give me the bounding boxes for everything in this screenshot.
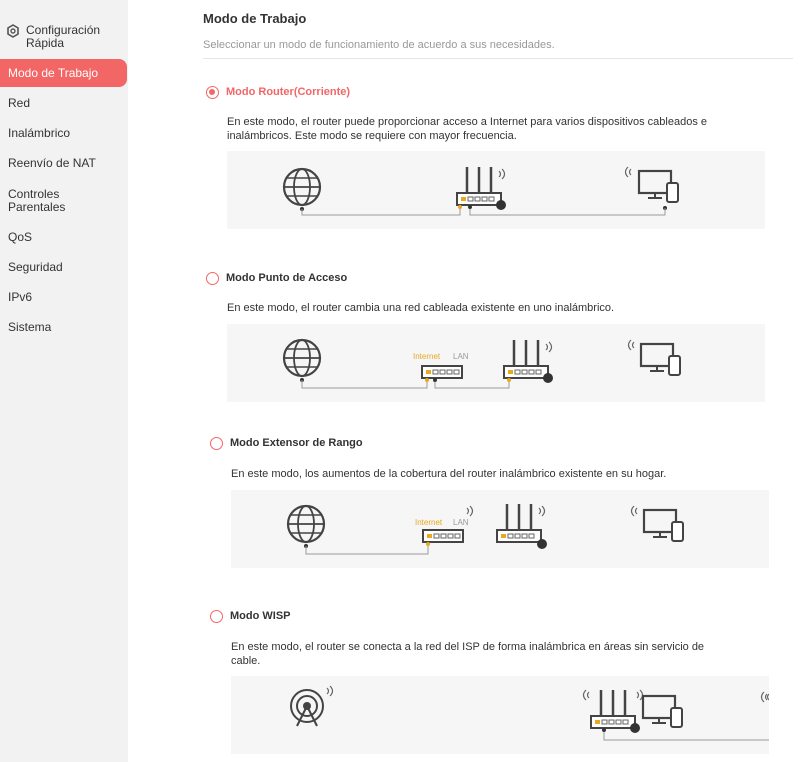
mode-label-wisp: Modo WISP <box>230 610 291 622</box>
sidebar-item-ipv6[interactable] <box>0 291 128 304</box>
switch-icon <box>422 366 462 378</box>
sidebar-item-label: Sistema <box>8 320 52 334</box>
monitor-phone-icon <box>643 692 769 727</box>
sidebar-item-label: Controles Parentales <box>8 187 66 214</box>
diagram-router-mode <box>227 151 765 229</box>
mode-description-wisp: En este modo, el router se conecta a la red del ISP de forma inalámbrica en áreas sin servicio de cable. <box>231 641 705 667</box>
divider <box>203 58 793 59</box>
radio-wisp-mode[interactable] <box>210 610 223 623</box>
page-subtitle: Seleccionar un modo de funcionamiento de acuerdo a sus necesidades. <box>203 39 555 51</box>
globe-icon <box>288 506 324 548</box>
diagram-range-extender-mode <box>231 490 769 568</box>
main-content <box>128 0 800 762</box>
sidebar-item-work-mode[interactable] <box>0 59 127 87</box>
sidebar-item-wireless[interactable] <box>0 127 128 140</box>
router-icon <box>457 167 506 210</box>
sidebar <box>0 0 128 762</box>
monitor-phone-icon <box>626 167 679 210</box>
mode-description-range-extender: En este modo, los aumentos de la cobertura del router inalámbrico existente en su hogar. <box>231 468 667 480</box>
sidebar-item-system[interactable] <box>0 321 128 334</box>
sidebar-item-quick-setup[interactable] <box>0 24 128 50</box>
sidebar-item-label: Inalámbrico <box>8 126 71 140</box>
internet-port-tag: Internet <box>413 352 441 361</box>
monitor-phone-icon <box>632 506 684 541</box>
tower-icon <box>291 686 333 726</box>
mode-description-router: En este modo, el router puede proporcionar acceso a Internet para varios dispositivos cableados e inalámbricos. Este modo se requiere con mayor frecuencia. <box>227 116 708 142</box>
globe-icon <box>284 340 320 382</box>
router-icon <box>584 690 643 733</box>
monitor-phone-icon <box>629 340 681 375</box>
lan-port-tag: LAN <box>453 352 469 361</box>
radio-access-point-mode[interactable] <box>206 272 219 285</box>
sidebar-item-label: Red <box>8 96 31 110</box>
sidebar-item-security[interactable] <box>0 261 128 274</box>
sidebar-item-qos[interactable] <box>0 231 128 244</box>
gear-icon <box>6 24 20 38</box>
sidebar-item-parental-controls[interactable] <box>0 188 128 214</box>
radio-router-mode[interactable] <box>206 86 219 99</box>
diagram-access-point-mode <box>227 324 765 402</box>
diagram-wisp-mode <box>231 676 769 754</box>
sidebar-item-label: IPv6 <box>8 290 33 304</box>
mode-label-access-point: Modo Punto de Acceso <box>226 272 348 284</box>
sidebar-item-label: Seguridad <box>8 260 63 274</box>
lan-port-tag: LAN <box>453 518 469 527</box>
radio-range-extender-mode[interactable] <box>210 437 223 450</box>
sidebar-item-label: Modo de Trabajo <box>8 66 99 80</box>
sidebar-item-label: QoS <box>8 230 33 244</box>
sidebar-item-label: Reenvío de NAT <box>8 156 96 170</box>
globe-icon <box>284 169 320 211</box>
router-icon <box>504 340 553 383</box>
sidebar-item-label: Configuración Rápida <box>26 23 101 50</box>
page-title: Modo de Trabajo <box>203 11 307 26</box>
mode-label-router: Modo Router(Corriente) <box>226 86 351 98</box>
internet-port-tag: Internet <box>415 518 443 527</box>
router-icon <box>497 504 547 549</box>
mode-label-range-extender: Modo Extensor de Rango <box>230 437 363 449</box>
sidebar-item-network[interactable] <box>0 97 128 110</box>
sidebar-item-nat-forwarding[interactable] <box>0 157 128 170</box>
mode-description-access-point: En este modo, el router cambia una red cableada existente en uno inalámbrico. <box>227 302 615 314</box>
